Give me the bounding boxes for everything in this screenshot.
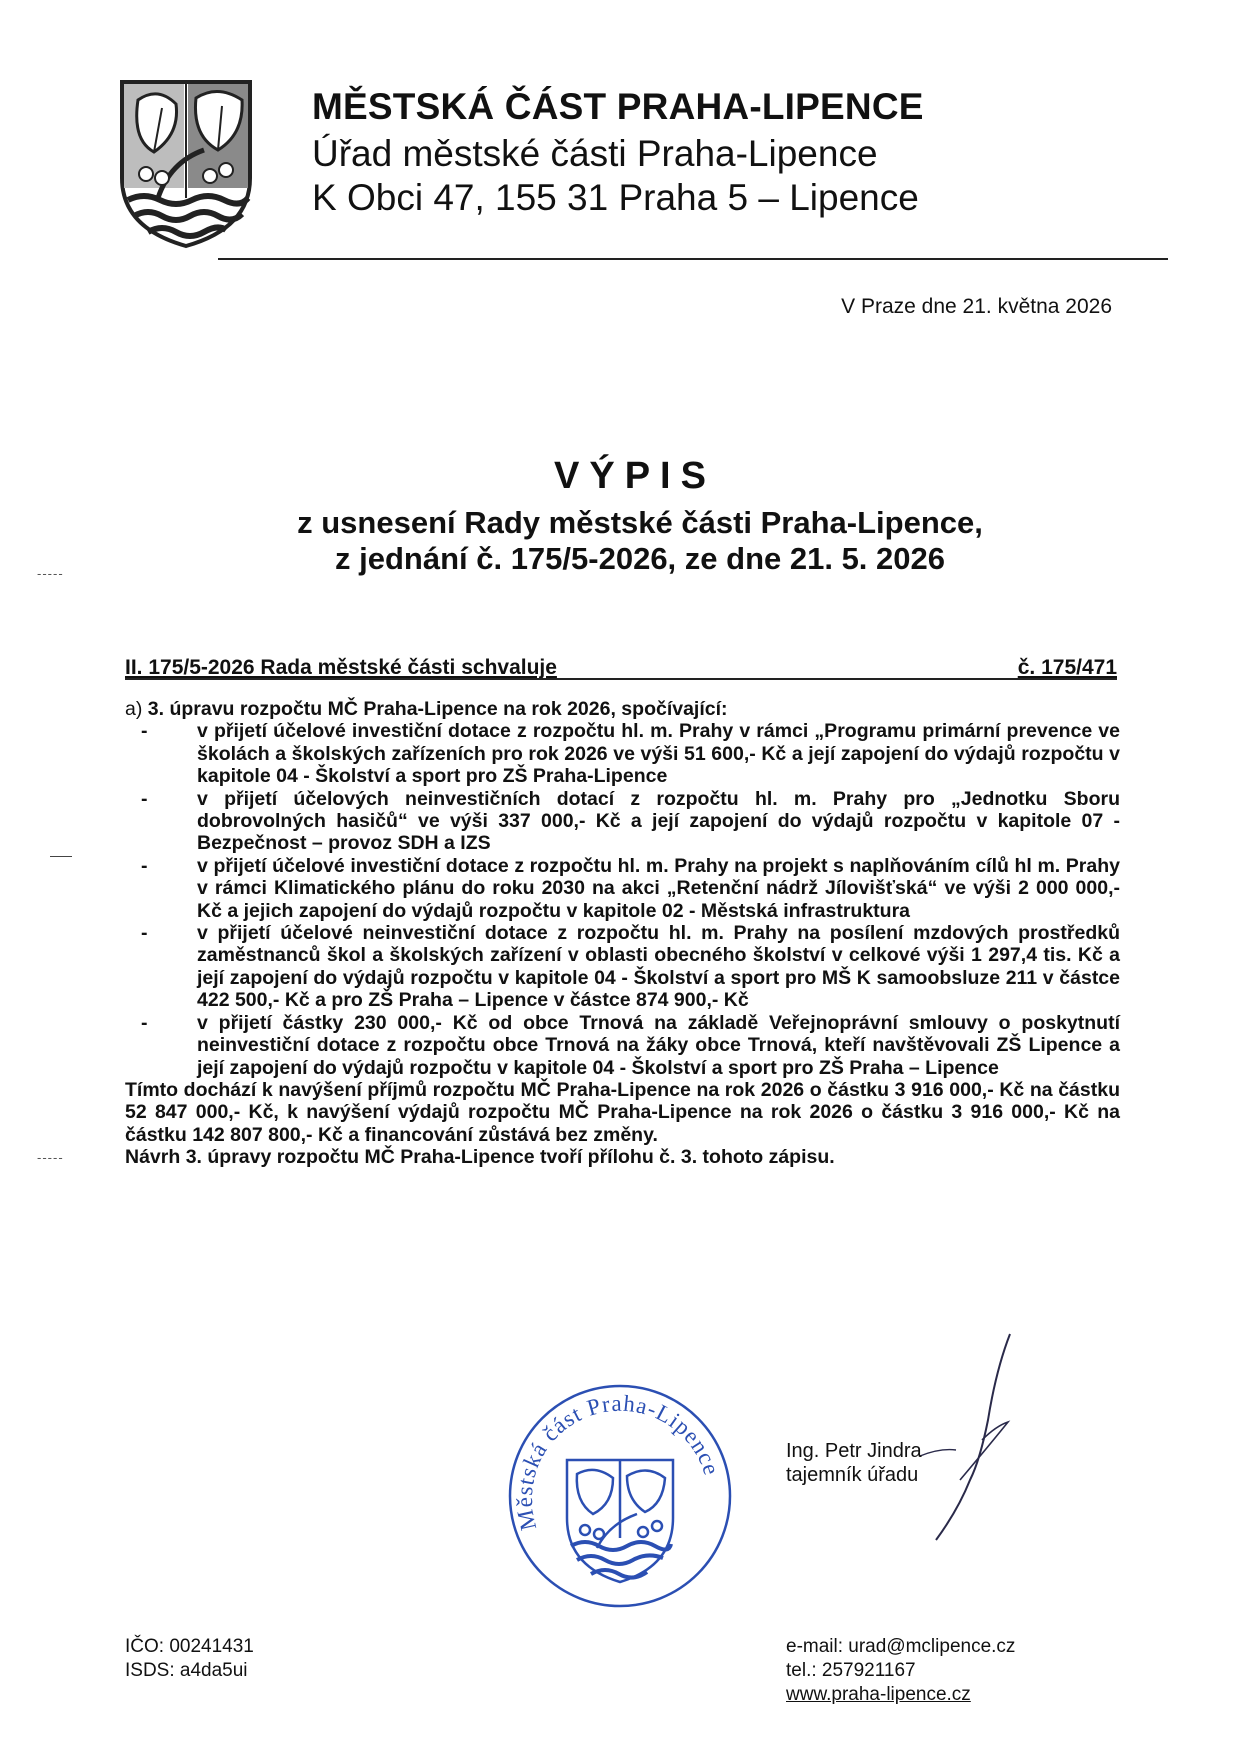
list-item-text: v přijetí účelové investiční dotace z rozpočtu hl. m. Prahy na projekt s naplňováním cílů hl m. Prahy v rámci Klimatického plánu do roku 2030 na akci „Retenční nádrž Jílovišťská“ ve výši 2 000 000,- Kč a jejich zapojení do výdajů rozpočtu v kapitole 02 - Městská infrastruktura bbox=[197, 854, 1120, 922]
list-item-text: v přijetí účelových neinvestičních dotací z rozpočtu hl. m. Prahy pro „Jednotku Sboru dobrovolných hasičů“ ve výši 337 000,- Kč a její zapojení do výdajů rozpočtu v kapitole 07 - Bezpečnost – provoz SDH a IZS bbox=[197, 787, 1120, 855]
stamp-ring-text: Městská část Praha-Lipence bbox=[511, 1390, 725, 1533]
resolution-divider bbox=[125, 678, 1117, 680]
resolution-attachment-note: Návrh 3. úpravy rozpočtu MČ Praha-Lipence tvoří přílohu č. 3. tohoto zápisu. bbox=[125, 1146, 835, 1169]
footer-phone: tel.: 257921167 bbox=[786, 1660, 916, 1681]
document-subtitle-line-1: z usnesení Rady městské části Praha-Lipence, bbox=[297, 505, 983, 540]
footer-website-link[interactable]: www.praha-lipence.cz bbox=[786, 1684, 971, 1705]
organization-office: Úřad městské části Praha-Lipence bbox=[312, 133, 878, 174]
footer-ico: IČO: 00241431 bbox=[125, 1636, 254, 1657]
margin-mark: ----- bbox=[37, 566, 64, 581]
list-item: - v přijetí účelových neinvestičních dotací z rozpočtu hl. m. Prahy pro „Jednotku Sboru dobrovolných hasičů“ ve výši 337 000,- Kč a její zapojení do výdajů rozpočtu v kapitole 07 - Bezpečnost – provoz SDH a IZS bbox=[141, 787, 1120, 855]
margin-mark: ----- bbox=[37, 1150, 64, 1165]
intro-label: a) bbox=[125, 698, 143, 720]
margin-dash bbox=[50, 856, 72, 857]
document-date: V Praze dne 21. května 2026 bbox=[841, 295, 1112, 318]
signatory-role: tajemník úřadu bbox=[786, 1464, 919, 1486]
official-stamp bbox=[505, 1378, 735, 1613]
organization-address: K Obci 47, 155 31 Praha 5 – Lipence bbox=[312, 177, 919, 218]
document-title: VÝPIS bbox=[554, 455, 716, 497]
list-item: - v přijetí účelové neinvestiční dotace z rozpočtu hl. m. Prahy na posílení mzdových prostředků zaměstnanců škol a školských zařízení v oblasti obecného školství v celkové výši 1 297,4 tis. Kč a její zapojení do výdajů rozpočtu v kapitole 04 - Školství a sport pro MŠ K samoobsluze 211 v částce 422 500,- Kč a pro ZŠ Praha – Lipence v částce 874 900,- Kč bbox=[141, 922, 1120, 1012]
header-divider bbox=[218, 258, 1168, 260]
resolution-intro bbox=[125, 698, 1120, 720]
resolution-body bbox=[125, 698, 1120, 1169]
coat-of-arms-logo bbox=[118, 78, 254, 250]
list-item-text: v přijetí částky 230 000,- Kč od obce Trnová na základě Veřejnoprávní smlouvy o poskytnutí neinvestiční dotace z rozpočtu obce Trnová na žáky obce Trnová, kteří navštěvovali ZŠ Lipence a její zapojení do výdajů rozpočtu v kapitole 04 - Školství a sport pro ZŠ Praha – Lipence bbox=[197, 1011, 1120, 1079]
list-item-text: v přijetí účelové neinvestiční dotace z rozpočtu hl. m. Prahy na posílení mzdových prostředků zaměstnanců škol a školských zařízení v oblasti obecného školství v celkové výši 1 297,4 tis. Kč a její zapojení do výdajů rozpočtu v kapitole 04 - Školství a sport pro MŠ K samoobsluze 211 v částce 422 500,- Kč a pro ZŠ Praha – Lipence v částce 874 900,- Kč bbox=[197, 922, 1120, 1012]
list-item: - v přijetí účelové investiční dotace z rozpočtu hl. m. Prahy na projekt s naplňováním cílů hl m. Prahy v rámci Klimatického plánu do roku 2030 na akci „Retenční nádrž Jílovišťská“ ve výši 2 000 000,- Kč a jejich zapojení do výdajů rozpočtu v kapitole 02 - Městská infrastruktura bbox=[141, 854, 1120, 922]
list-item: - v přijetí účelové investiční dotace z rozpočtu hl. m. Prahy v rámci „Programu primární prevence ve školách a školských zařízeních pro rok 2026 ve výši 51 600,- Kč a její zapojení do výdajů rozpočtu v kapitole 04 - Školství a sport pro ZŠ Praha-Lipence bbox=[141, 720, 1120, 788]
intro-text: 3. úpravu rozpočtu MČ Praha-Lipence na rok 2026, spočívající: bbox=[147, 698, 728, 720]
footer-isds: ISDS: a4da5ui bbox=[125, 1660, 248, 1681]
list-item: - v přijetí částky 230 000,- Kč od obce Trnová na základě Veřejnoprávní smlouvy o poskytnutí neinvestiční dotace z rozpočtu obce Trnová na žáky obce Trnová, kteří navštěvovali ZŠ Lipence a její zapojení do výdajů rozpočtu v kapitole 04 - Školství a sport pro ZŠ Praha – Lipence bbox=[141, 1011, 1120, 1079]
resolution-closing: Tímto dochází k navýšení příjmů rozpočtu MČ Praha-Lipence na rok 2026 o částku 3 916 000,- Kč na částku 52 847 000,- Kč, k navýšení výdajů rozpočtu MČ Praha-Lipence na rok 2026 o částku 3 916 000,- Kč na částku 142 807 800,- Kč a financování zůstává bez změny. bbox=[125, 1078, 1120, 1146]
budget-items-list bbox=[125, 720, 1120, 1079]
organization-name: MĚSTSKÁ ČÁST PRAHA-LIPENCE bbox=[312, 86, 924, 127]
resolution-heading: II. 175/5-2026 Rada městské části schvaluje bbox=[125, 656, 557, 679]
list-item-text: v přijetí účelové investiční dotace z rozpočtu hl. m. Prahy v rámci „Programu primární prevence ve školách a školských zařízeních pro rok 2026 ve výši 51 600,- Kč a její zapojení do výdajů rozpočtu v kapitole 04 - Školství a sport pro ZŠ Praha-Lipence bbox=[197, 720, 1120, 788]
footer-email: e-mail: urad@mclipence.cz bbox=[786, 1636, 1016, 1657]
resolution-number: č. 175/471 bbox=[1017, 656, 1117, 679]
signatory-name: Ing. Petr Jindra bbox=[786, 1440, 922, 1462]
document-subtitle-line-2: z jednání č. 175/5-2026, ze dne 21. 5. 2026 bbox=[334, 541, 945, 576]
